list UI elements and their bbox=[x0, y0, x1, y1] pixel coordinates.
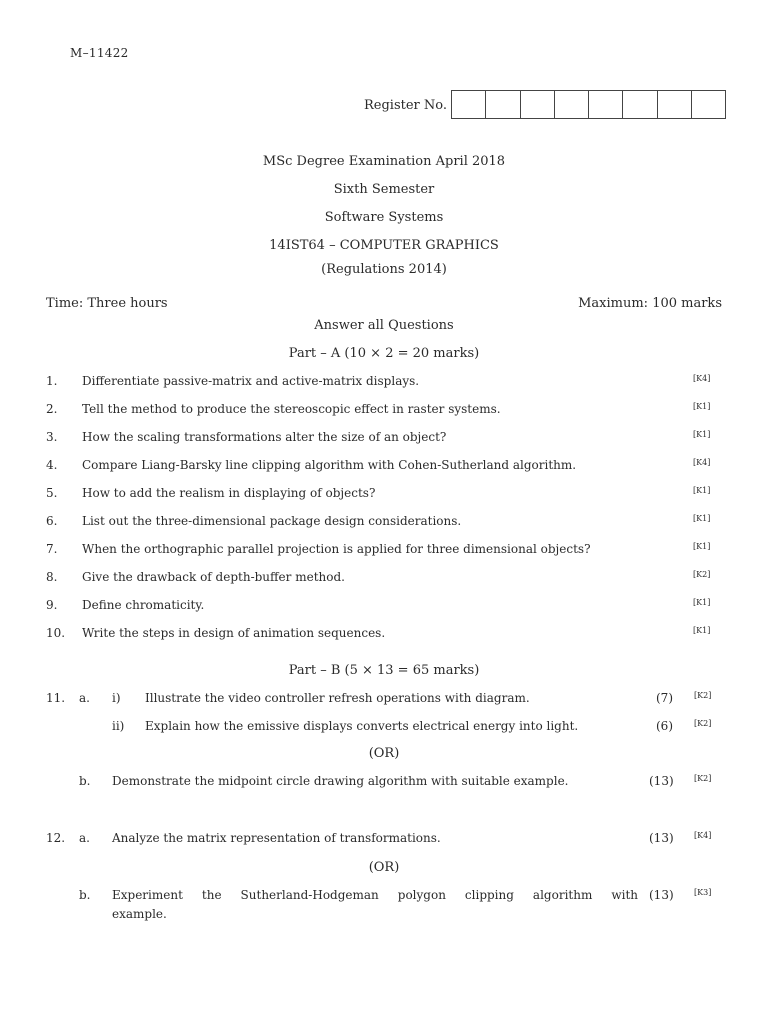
or-divider: (OR) bbox=[368, 746, 400, 761]
semester-title: Sixth Semester bbox=[333, 182, 435, 197]
knowledge-level: [K4] bbox=[693, 458, 711, 467]
question-11a-ii-marks: (6) bbox=[656, 719, 673, 733]
knowledge-level: [K2] bbox=[694, 691, 712, 700]
register-digit-box bbox=[486, 91, 520, 118]
question-11a-ii-label: ii) bbox=[112, 719, 125, 733]
question-11b-text: Demonstrate the midpoint circle drawing algorithm with suitable example. bbox=[112, 774, 569, 788]
part-a-heading: Part – A (10 × 2 = 20 marks) bbox=[288, 346, 480, 361]
register-digit-box bbox=[623, 91, 657, 118]
knowledge-level: [K2] bbox=[693, 570, 711, 579]
register-digit-box bbox=[692, 91, 725, 118]
question-number: 3. bbox=[46, 430, 58, 444]
question-text: When the orthographic parallel projection is applied for three dimensional objects? bbox=[82, 542, 591, 556]
knowledge-level: [K4] bbox=[693, 374, 711, 383]
register-number-boxes bbox=[451, 90, 726, 119]
maximum-marks: Maximum: 100 marks bbox=[578, 296, 722, 311]
question-text: Differentiate passive-matrix and active-matrix displays. bbox=[82, 374, 420, 388]
register-digit-box bbox=[658, 91, 692, 118]
or-divider: (OR) bbox=[368, 860, 400, 875]
question-12a-label: a. bbox=[79, 831, 90, 845]
question-text: Write the steps in design of animation sequences. bbox=[82, 626, 386, 640]
knowledge-level: [K4] bbox=[694, 831, 712, 840]
question-11a-i-marks: (7) bbox=[656, 691, 673, 705]
question-number: 6. bbox=[46, 514, 58, 528]
question-11a-ii-text: Explain how the emissive displays converts electrical energy into light. bbox=[145, 719, 579, 733]
question-text: List out the three-dimensional package design considerations. bbox=[82, 514, 462, 528]
question-number: 10. bbox=[46, 626, 66, 640]
regulations-title: (Regulations 2014) bbox=[321, 262, 447, 277]
question-12b-text-line1: Experiment the Sutherland-Hodgeman polygon clipping algorithm with bbox=[112, 888, 638, 902]
knowledge-level: [K1] bbox=[693, 486, 711, 495]
knowledge-level: [K1] bbox=[693, 430, 711, 439]
knowledge-level: [K2] bbox=[694, 774, 712, 783]
question-text: Tell the method to produce the stereoscopic effect in raster systems. bbox=[82, 402, 501, 416]
question-text: How the scaling transformations alter the size of an object? bbox=[82, 430, 447, 444]
register-digit-box bbox=[555, 91, 589, 118]
question-number: 9. bbox=[46, 598, 58, 612]
knowledge-level: [K3] bbox=[694, 888, 712, 897]
question-12-number: 12. bbox=[46, 831, 66, 845]
course-title: 14IST64 – COMPUTER GRAPHICS bbox=[269, 238, 499, 253]
question-number: 2. bbox=[46, 402, 58, 416]
knowledge-level: [K1] bbox=[693, 626, 711, 635]
question-number: 8. bbox=[46, 570, 58, 584]
question-number: 7. bbox=[46, 542, 58, 556]
part-b-heading: Part – B (5 × 13 = 65 marks) bbox=[288, 663, 480, 678]
question-11-number: 11. bbox=[46, 691, 66, 705]
paper-code: M–11422 bbox=[70, 46, 129, 60]
question-12b-label: b. bbox=[79, 888, 91, 902]
knowledge-level: [K2] bbox=[694, 719, 712, 728]
question-11b-label: b. bbox=[79, 774, 91, 788]
question-text: Give the drawback of depth-buffer method. bbox=[82, 570, 345, 584]
question-11b-marks: (13) bbox=[649, 774, 674, 788]
question-number: 4. bbox=[46, 458, 58, 472]
question-text: Define chromaticity. bbox=[82, 598, 205, 612]
register-digit-box bbox=[521, 91, 555, 118]
question-number: 1. bbox=[46, 374, 58, 388]
knowledge-level: [K1] bbox=[693, 598, 711, 607]
knowledge-level: [K1] bbox=[693, 402, 711, 411]
time-allowed: Time: Three hours bbox=[46, 296, 168, 311]
question-11a-label: a. bbox=[79, 691, 90, 705]
program-title: Software Systems bbox=[324, 210, 444, 225]
question-12a-text: Analyze the matrix representation of transformations. bbox=[112, 831, 441, 845]
question-text: Compare Liang-Barsky line clipping algorithm with Cohen-Sutherland algorithm. bbox=[82, 458, 577, 472]
knowledge-level: [K1] bbox=[693, 514, 711, 523]
register-digit-box bbox=[452, 91, 486, 118]
question-12a-marks: (13) bbox=[649, 831, 674, 845]
question-11a-i-text: Illustrate the video controller refresh operations with diagram. bbox=[145, 691, 530, 705]
question-12b-text-line2: example. bbox=[112, 907, 167, 921]
register-number-label: Register No. bbox=[364, 98, 448, 113]
question-text: How to add the realism in displaying of objects? bbox=[82, 486, 376, 500]
question-number: 5. bbox=[46, 486, 58, 500]
register-digit-box bbox=[589, 91, 623, 118]
question-11a-i-label: i) bbox=[112, 691, 121, 705]
question-12b-marks: (13) bbox=[649, 888, 674, 902]
exam-title: MSc Degree Examination April 2018 bbox=[262, 154, 506, 169]
instruction: Answer all Questions bbox=[314, 318, 454, 333]
knowledge-level: [K1] bbox=[693, 542, 711, 551]
